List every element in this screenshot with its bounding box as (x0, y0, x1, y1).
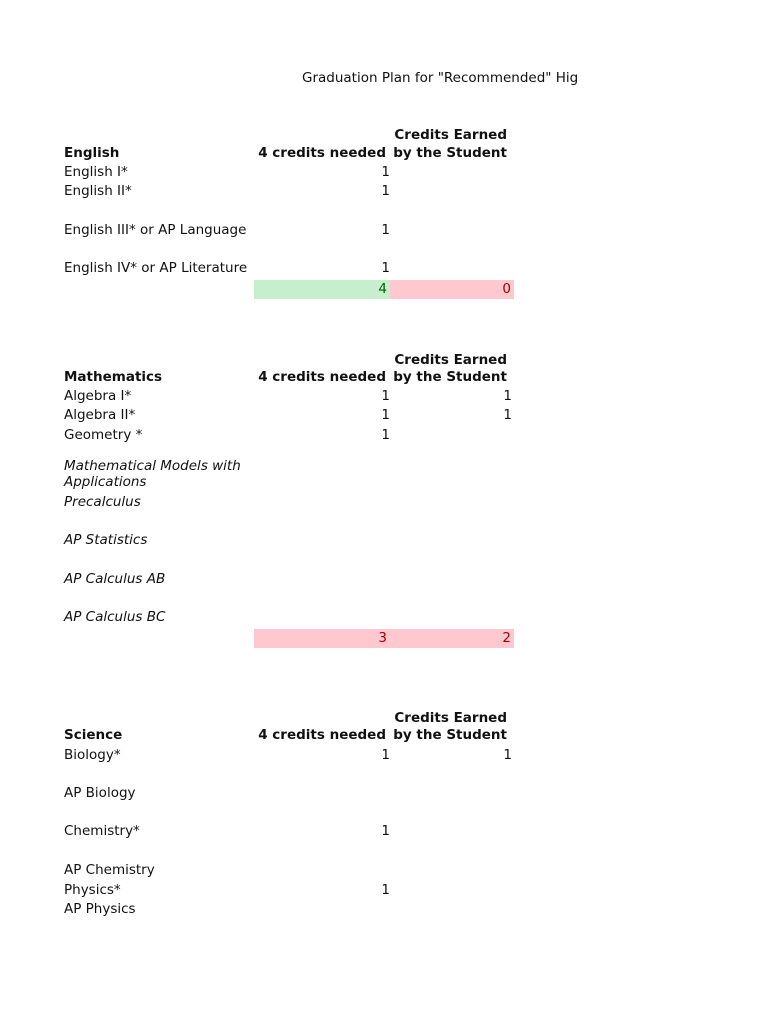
credits-needed: 1 (381, 222, 390, 238)
needed-header: 4 credits needed (258, 727, 386, 743)
total-earned: 0 (502, 281, 511, 297)
course-name: Biology* (64, 747, 121, 763)
section-title: Mathematics (64, 369, 163, 385)
total-needed-cell (254, 629, 390, 648)
credits-needed: 1 (381, 164, 390, 180)
credits-earned: 1 (503, 388, 512, 404)
section-title: English (64, 145, 120, 161)
credits-needed: 1 (381, 407, 390, 423)
credits-needed: 1 (381, 183, 390, 199)
course-name: Algebra II* (64, 407, 136, 423)
course-name: AP Physics (64, 901, 136, 917)
total-earned-cell (390, 629, 514, 648)
course-name: Algebra I* (64, 388, 132, 404)
course-name: AP Chemistry (64, 862, 155, 878)
course-name: AP Statistics (64, 532, 148, 548)
earned-header-line2: by the Student (393, 145, 507, 161)
course-name: English IV* or AP Literature (64, 260, 248, 276)
credits-needed: 1 (381, 823, 390, 839)
earned-header-line1: Credits Earned (394, 127, 507, 143)
credits-needed: 1 (381, 427, 390, 443)
earned-header-line2: by the Student (393, 727, 507, 743)
credits-needed: 1 (381, 388, 390, 404)
credits-needed: 1 (381, 747, 390, 763)
course-name: English I* (64, 164, 128, 180)
credits-needed: 1 (381, 882, 390, 898)
course-name: AP Calculus BC (64, 609, 166, 625)
total-needed: 3 (378, 630, 387, 646)
total-needed: 4 (378, 281, 387, 297)
earned-header-line1: Credits Earned (394, 710, 507, 726)
course-name: Mathematical Models with (64, 458, 241, 474)
needed-header: 4 credits needed (258, 369, 386, 385)
course-name: Precalculus (64, 494, 141, 510)
course-name: Physics* (64, 882, 121, 898)
section-title: Science (64, 727, 123, 743)
earned-header-line2: by the Student (393, 369, 507, 385)
course-name-line2: Applications (64, 474, 147, 490)
total-earned: 2 (502, 630, 511, 646)
credits-needed: 1 (381, 260, 390, 276)
earned-header-line1: Credits Earned (394, 352, 507, 368)
course-name: English II* (64, 183, 132, 199)
needed-header: 4 credits needed (258, 145, 386, 161)
course-name: Chemistry* (64, 823, 140, 839)
credits-earned: 1 (503, 407, 512, 423)
course-name: Geometry * (64, 427, 143, 443)
course-name: AP Biology (64, 785, 136, 801)
page-title: Graduation Plan for "Recommended" Hig (302, 70, 579, 86)
total-needed-cell (254, 280, 390, 299)
course-name: AP Calculus AB (64, 571, 166, 587)
credits-earned: 1 (503, 747, 512, 763)
course-name: English III* or AP Language (64, 222, 247, 238)
total-earned-cell (390, 280, 514, 299)
